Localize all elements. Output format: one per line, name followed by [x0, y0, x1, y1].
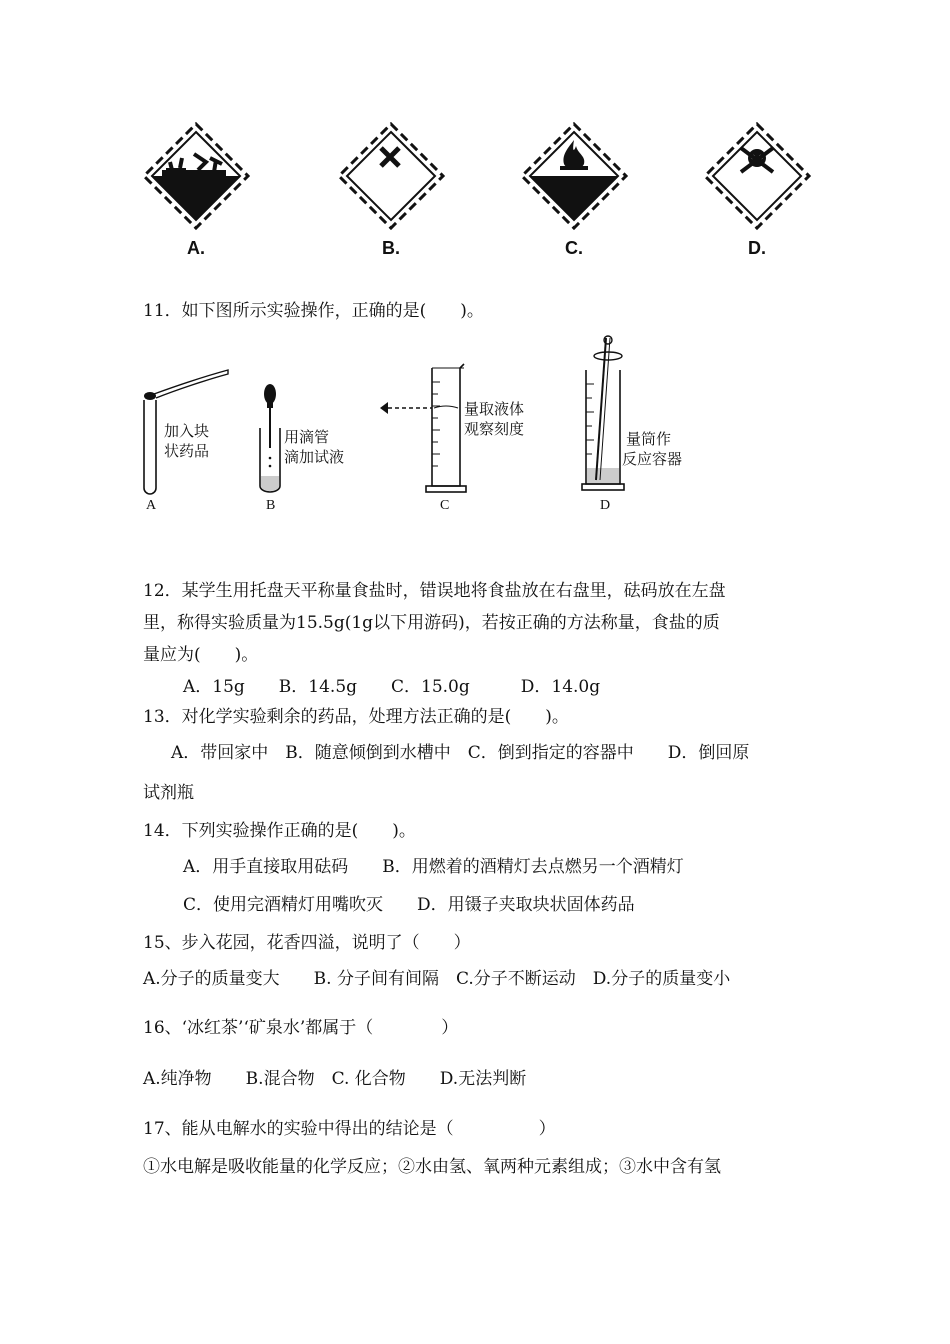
- q11-stem: 11．如下图所示实验操作，正确的是( )。: [143, 301, 484, 321]
- q14-options-2: C．使用完酒精灯用嘴吹灭 D．用镊子夹取块状固体药品: [183, 895, 635, 915]
- fig-text: 观察刻度: [464, 420, 525, 438]
- sign-label: B.: [382, 238, 400, 258]
- q16-stem: 16、‘冰红茶’‘矿泉水’都属于（ ）: [143, 1018, 459, 1038]
- hazard-sign-a: [136, 118, 256, 268]
- fig-text: 状药品: [164, 442, 210, 460]
- hazard-sign-d: [697, 118, 817, 268]
- q13-options: A．带回家中 B．随意倾倒到水槽中 C．倒到指定的容器中 D．倒回原: [171, 743, 750, 763]
- q13-stem: 13．对化学实验剩余的药品，处理方法正确的是( )。: [143, 707, 569, 727]
- fig-text: 用滴管: [284, 428, 330, 446]
- hazard-sign-c: [514, 118, 634, 268]
- fig-caption: D: [600, 498, 611, 513]
- fig-text: 加入块: [164, 422, 210, 440]
- q14-options-1: A．用手直接取用砝码 B．用燃着的酒精灯去点燃另一个酒精灯: [183, 857, 684, 877]
- q16-options: A.纯净物 B.混合物 C. 化合物 D.无法判断: [143, 1069, 527, 1089]
- fig-caption: A: [146, 498, 157, 513]
- fig-text: 滴加试液: [284, 448, 345, 466]
- sign-label: C.: [565, 238, 583, 258]
- harmful-x-sign-icon: [331, 118, 451, 238]
- flammable-sign-icon: [514, 118, 634, 238]
- fig-text: 反应容器: [622, 450, 683, 468]
- q13-wrap: 试剂瓶: [143, 783, 194, 803]
- fig-text: 量筒作: [626, 430, 672, 448]
- hazard-sign-b: [331, 118, 451, 268]
- q11-figure-c: [376, 362, 556, 520]
- q11-figure-d: [576, 334, 716, 520]
- q11-figure-a: [136, 360, 236, 520]
- q12-line3: 量应为( )。: [143, 645, 259, 665]
- q15-options: A.分子的质量变大 B. 分子间有间隔 C.分子不断运动 D.分子的质量变小: [143, 969, 731, 989]
- corrosive-sign-icon: [136, 118, 256, 238]
- cylinder-reaction-vessel-icon: [576, 334, 636, 498]
- q14-stem: 14．下列实验操作正确的是( )。: [143, 821, 416, 841]
- q15-stem: 15、步入花园，花香四溢，说明了（ ）: [143, 933, 471, 953]
- fig-caption: C: [440, 498, 450, 513]
- q17-stem: 17、能从电解水的实验中得出的结论是（ ）: [143, 1119, 556, 1139]
- hazard-signs-row: [0, 118, 950, 268]
- q12-options: A．15g B．14.5g C．15.0g D．14.0g: [183, 677, 601, 697]
- fig-text: 量取液体: [464, 400, 525, 418]
- sign-label: A.: [187, 238, 205, 258]
- q17-line1: ①水电解是吸收能量的化学反应；②水由氢、氧两种元素组成；③水中含有氢: [143, 1157, 721, 1177]
- q12-line2: 里，称得实验质量为15.5g(1g以下用游码)，若按正确的方法称量，食盐的质: [143, 613, 720, 633]
- q12-line1: 12．某学生用托盘天平称量食盐时，错误地将食盐放在右盘里，砝码放在左盘: [143, 581, 726, 601]
- toxic-skull-sign-icon: [697, 118, 817, 238]
- q11-figure-b: [252, 378, 372, 520]
- fig-caption: B: [266, 498, 276, 513]
- measuring-cylinder-eye-icon: [376, 362, 476, 502]
- sign-label: D.: [748, 238, 766, 258]
